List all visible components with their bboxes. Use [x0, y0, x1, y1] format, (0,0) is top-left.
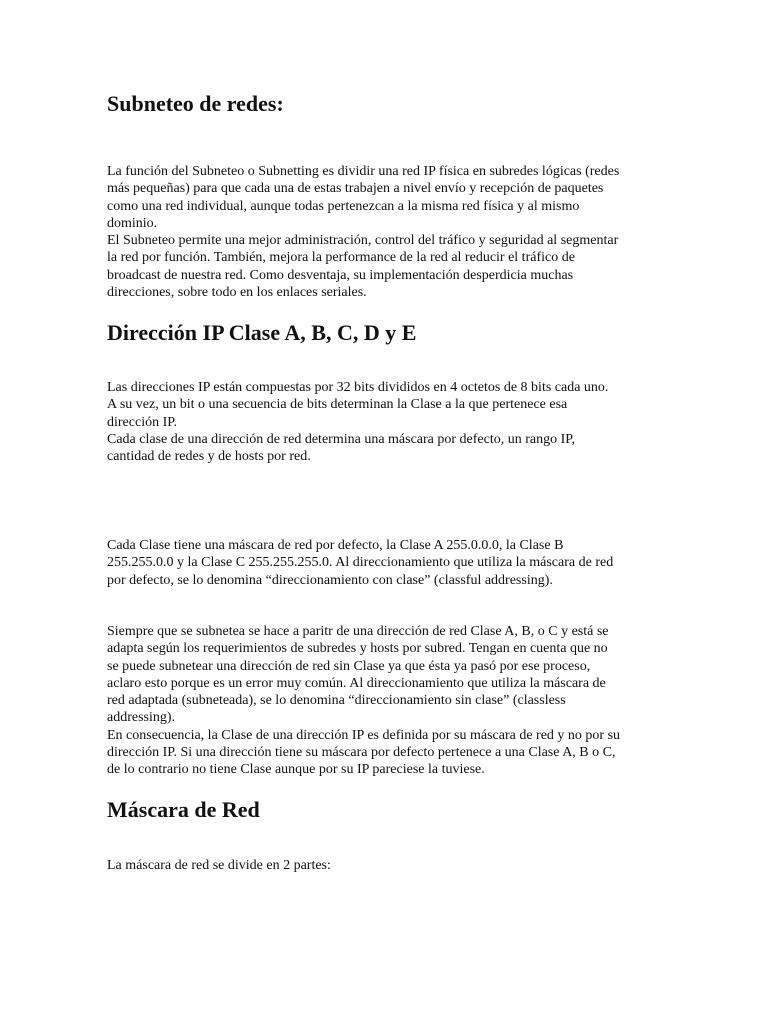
paragraph-direcciones-ip: Las direcciones IP están compuestas por 32 bits divididos en 4 octetos de 8 bits cada uno. A su vez, un bit o una secuencia de bits determinan la Clase a la que pertenece esa dirección IP. Cada clase de una dirección de red determina una máscara por defecto, un rango IP, cantidad de redes y de hosts por red. [107, 380, 609, 465]
heading-direccion-ip-clases: Dirección IP Clase A, B, C, D y E [107, 320, 417, 345]
paragraph-subnetear-sin-clase: Siempre que se subnetea se hace a paritr de una dirección de red Clase A, B, o C y está se adapta según los requerimientos de subredes y hosts por subred. Tengan en cuenta que no se puede subnetear una dirección de red sin Clase ya que ésta ya pasó por ese proceso, aclaro esto porque es un error muy común. Al direccionamiento que utiliza la máscara de red adaptada (subneteada), se lo denomina “direccionamiento sin clase” (classless addressing). En consecuencia, la Clase de una dirección IP es definida por su máscara de red y no por su dirección IP. Si una dirección tiene su máscara por defecto pertenece a una Clase A, B o C, de lo contrario no tiene Clase aunque por su IP pareciese la tuviese. [107, 624, 621, 778]
paragraph-mascara-partes: La máscara de red se divide en 2 partes: [107, 858, 331, 873]
paragraph-mascara-por-defecto: Cada Clase tiene una máscara de red por defecto, la Clase A 255.0.0.0, la Clase B 255.255.0.0 y la Clase C 255.255.255.0. Al direccionamiento que utiliza la máscara de red por defecto, se lo denomina “direccionamiento con clase” (classful addressing). [107, 538, 614, 588]
heading-subneteo-de-redes: Subneteo de redes: [107, 91, 284, 116]
paragraph-subneteo-intro: La función del Subneteo o Subnetting es dividir una red IP física en subredes lógicas (redes más pequeñas) para que cada una de estas trabajen a nivel envío y recepción de paquetes como una red individual, aunque todas pertenezcan a la misma red física y al mismo dominio. El Subneteo permite una mejor administración, control del tráfico y seguridad al segmentar la red por función. También, mejora la performance de la red al reducir el tráfico de broadcast de nuestra red. Como desventaja, su implementación desperdicia muchas direcciones, sobre todo en los enlaces seriales. [107, 164, 620, 301]
heading-mascara-de-red: Máscara de Red [107, 797, 260, 822]
